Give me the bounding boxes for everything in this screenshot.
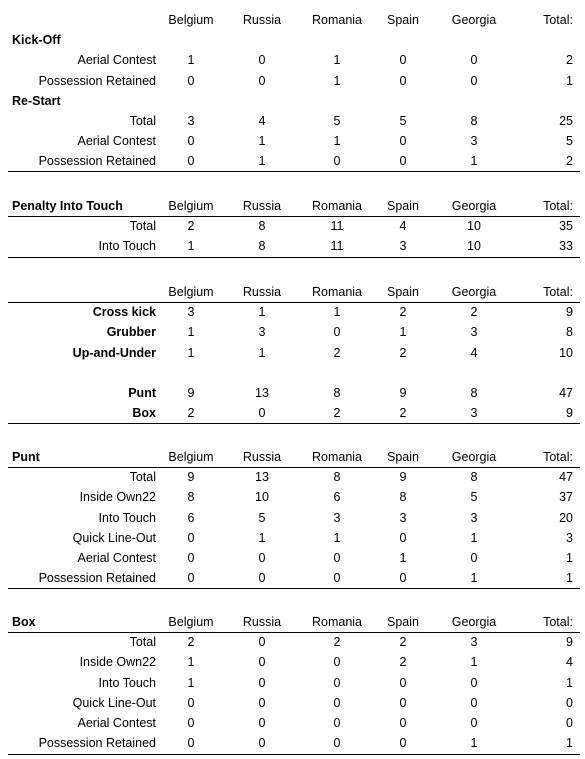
table-cell: 3 [470, 510, 478, 525]
table-cell: 2 [333, 406, 341, 421]
table-cell: 0 [333, 325, 341, 340]
table-cell: 8 [333, 470, 341, 485]
table-cell: 0 [399, 675, 407, 690]
column-header: Belgium [168, 199, 214, 213]
table-row [8, 713, 580, 733]
row-label: Aerial Contest [77, 716, 156, 730]
table-row [8, 216, 580, 236]
table-cell: 25 [559, 114, 573, 128]
table-rule [8, 632, 580, 633]
table-cell: 0 [399, 716, 407, 730]
table-row [8, 673, 580, 693]
table-cell: 11 [330, 239, 344, 254]
column-header: Georgia [451, 13, 497, 27]
column-header: Total: [543, 450, 573, 464]
table-row [8, 50, 580, 70]
table-cell: 5 [258, 510, 266, 525]
table-cell: 8 [470, 114, 478, 128]
table-rule [8, 467, 580, 468]
table-cell: 20 [559, 510, 573, 525]
row-label: Aerial Contest [77, 53, 156, 68]
table-row [8, 548, 580, 568]
table-cell: 9 [187, 386, 195, 400]
column-header: Spain [387, 13, 419, 27]
table-cell: 6 [333, 490, 341, 505]
table-cell: 3 [187, 305, 195, 320]
column-header: Spain [387, 615, 419, 629]
table-cell: 0 [399, 736, 407, 751]
table-rule [8, 171, 580, 172]
table-cell: 33 [559, 239, 573, 254]
table-cell: 1 [187, 53, 195, 68]
table-cell: 0 [399, 53, 407, 68]
table-cell: 0 [187, 530, 195, 545]
table-cell: 9 [187, 470, 195, 485]
column-header: Romania [311, 450, 363, 464]
table-row [8, 487, 580, 507]
column-header: Russia [242, 615, 282, 629]
table-cell: 3 [187, 114, 195, 128]
table-cell: 0 [399, 571, 407, 586]
row-label: Possession Retained [38, 736, 156, 751]
column-header: Spain [387, 285, 419, 299]
table-row [8, 343, 580, 363]
table-rule [8, 216, 580, 217]
table-cell: 0 [333, 655, 341, 670]
table-cell: 1 [333, 530, 341, 545]
table-row [8, 236, 580, 256]
table-cell: 0 [258, 53, 266, 68]
table-cell: 2 [187, 635, 195, 650]
table-row [8, 151, 580, 171]
table-cell: 1 [187, 675, 195, 690]
table-row [8, 693, 580, 713]
table-cell: 0 [470, 73, 478, 88]
table-cell: 13 [255, 470, 269, 485]
table-cell: 1 [566, 736, 573, 751]
section-title: Punt [12, 450, 40, 464]
table-cell: 0 [399, 530, 407, 545]
table-cell: 0 [258, 551, 266, 565]
table-cell: 0 [258, 635, 266, 650]
table-cell: 35 [559, 219, 573, 234]
table-cell: 47 [559, 470, 573, 485]
table-cell: 0 [333, 154, 341, 169]
row-label: Possession Retained [38, 73, 156, 88]
table-cell: 1 [333, 134, 341, 149]
table-cell: 4 [566, 655, 573, 670]
section-title: Penalty Into Touch [12, 199, 123, 213]
table-cell: 3 [333, 510, 341, 525]
table-cell: 1 [258, 154, 266, 169]
table-cell: 0 [258, 736, 266, 751]
table-cell: 1 [399, 325, 407, 340]
row-label: Total [129, 470, 156, 485]
table-cell: 0 [333, 551, 341, 565]
table-cell: 0 [187, 695, 195, 710]
table-rule [8, 257, 580, 258]
table-cell: 4 [470, 345, 478, 360]
column-header: Total: [543, 199, 573, 213]
table-cell: 8 [470, 470, 478, 485]
table-cell: 10 [467, 239, 481, 254]
table-cell: 8 [470, 386, 478, 400]
table-cell: 2 [470, 305, 478, 320]
column-header: Belgium [168, 285, 214, 299]
table-cell: 5 [399, 114, 407, 128]
table-cell: 0 [258, 716, 266, 730]
table-row [8, 302, 580, 322]
column-header: Belgium [168, 13, 214, 27]
column-header: Belgium [168, 450, 214, 464]
table-cell: 1 [470, 655, 478, 670]
row-label: Up-and-Under [72, 345, 156, 360]
table-cell: 0 [333, 716, 341, 730]
table-cell: 0 [566, 716, 573, 730]
row-label: Cross kick [92, 305, 156, 320]
table-cell: 0 [470, 551, 478, 565]
table-cell: 0 [333, 736, 341, 751]
table-rule [8, 588, 580, 589]
table-cell: 8 [258, 219, 266, 234]
table-cell: 47 [559, 386, 573, 400]
column-header: Georgia [451, 285, 497, 299]
column-header: Romania [311, 615, 363, 629]
column-header: Russia [242, 450, 282, 464]
column-header: Romania [311, 199, 363, 213]
table-rule [8, 302, 580, 303]
table-cell: 1 [470, 736, 478, 751]
table-cell: 1 [258, 345, 266, 360]
column-header: Russia [242, 285, 282, 299]
table-cell: 9 [399, 386, 407, 400]
table-cell: 9 [566, 406, 573, 421]
column-header: Total: [543, 13, 573, 27]
row-label: Into Touch [98, 675, 156, 690]
table-cell: 1 [399, 551, 407, 565]
table-row [8, 363, 580, 383]
table-cell: 5 [333, 114, 341, 128]
section-header-row [8, 612, 580, 632]
table-row [8, 528, 580, 548]
section-header-row [8, 447, 580, 467]
table-cell: 1 [258, 134, 266, 149]
table-cell: 13 [255, 386, 269, 400]
table-cell: 3 [399, 239, 407, 254]
table-cell: 0 [470, 695, 478, 710]
column-header: Romania [311, 13, 363, 27]
table-cell: 1 [187, 239, 195, 254]
table-cell: 2 [187, 219, 195, 234]
row-label: Punt [128, 386, 156, 400]
table-cell: 1 [258, 530, 266, 545]
table-cell: 0 [187, 571, 195, 586]
table-cell: 0 [258, 655, 266, 670]
table-cell: 0 [187, 73, 195, 88]
table-cell: 10 [467, 219, 481, 234]
table-cell: 0 [333, 695, 341, 710]
column-header: Russia [242, 199, 282, 213]
table-cell: 2 [399, 406, 407, 421]
table-cell: 1 [333, 73, 341, 88]
table-cell: 0 [187, 551, 195, 565]
table-row [8, 733, 580, 753]
table-rule [8, 754, 580, 755]
table-cell: 2 [566, 53, 573, 68]
row-label: Quick Line-Out [72, 695, 156, 710]
table-cell: 3 [470, 325, 478, 340]
table-cell: 0 [258, 571, 266, 586]
table-row [8, 652, 580, 672]
row-label: Into Touch [98, 239, 156, 254]
group-heading-row [8, 91, 580, 111]
group-heading-row [8, 30, 580, 50]
table-cell: 0 [187, 716, 195, 730]
table-cell: 5 [470, 490, 478, 505]
table-row [8, 111, 580, 131]
table-cell: 2 [399, 635, 407, 650]
table-cell: 3 [399, 510, 407, 525]
row-label: Aerial Contest [77, 551, 156, 565]
table-cell: 0 [187, 736, 195, 751]
row-label: Grubber [106, 325, 156, 340]
table-row [8, 131, 580, 151]
column-header: Spain [387, 450, 419, 464]
table-row [8, 467, 580, 487]
table-cell: 1 [187, 655, 195, 670]
table-cell: 8 [333, 386, 341, 400]
table-cell: 10 [559, 345, 573, 360]
table-cell: 4 [399, 219, 407, 234]
table-cell: 4 [258, 114, 266, 128]
table-cell: 0 [258, 406, 266, 421]
row-label: Into Touch [98, 510, 156, 525]
table-cell: 0 [399, 73, 407, 88]
row-label: Total [129, 219, 156, 234]
table-cell: 6 [187, 510, 195, 525]
table-cell: 2 [187, 406, 195, 421]
table-cell: 0 [333, 675, 341, 690]
row-label: Total [129, 114, 156, 128]
column-header: Georgia [451, 450, 497, 464]
table-cell: 2 [566, 154, 573, 169]
table-cell: 0 [399, 695, 407, 710]
table-cell: 0 [258, 73, 266, 88]
table-cell: 5 [566, 134, 573, 149]
table-cell: 3 [470, 134, 478, 149]
table-row [8, 383, 580, 403]
table-cell: 1 [566, 73, 573, 88]
column-header: Georgia [451, 615, 497, 629]
table-cell: 1 [470, 154, 478, 169]
table-cell: 2 [333, 345, 341, 360]
table-cell: 0 [333, 571, 341, 586]
table-cell: 10 [255, 490, 269, 505]
section-title: Box [12, 615, 36, 629]
table-cell: 1 [258, 305, 266, 320]
table-cell: 0 [258, 675, 266, 690]
column-header: Romania [311, 285, 363, 299]
table-cell: 8 [187, 490, 195, 505]
row-label: Inside Own22 [79, 655, 156, 670]
table-cell: 8 [399, 490, 407, 505]
table-cell: 9 [566, 305, 573, 320]
row-label: Inside Own22 [79, 490, 156, 505]
table-cell: 0 [470, 675, 478, 690]
table-cell: 1 [566, 675, 573, 690]
column-header: Belgium [168, 615, 214, 629]
table-row [8, 632, 580, 652]
table-cell: 1 [470, 571, 478, 586]
table-cell: 8 [566, 325, 573, 340]
column-header: Spain [387, 199, 419, 213]
table-cell: 3 [566, 530, 573, 545]
table-row [8, 403, 580, 423]
table-cell: 0 [187, 154, 195, 169]
table-cell: 1 [470, 530, 478, 545]
row-label: Quick Line-Out [72, 530, 156, 545]
table-row [8, 508, 580, 528]
table-cell: 9 [566, 635, 573, 650]
table-cell: 2 [399, 655, 407, 670]
table-cell: 8 [258, 239, 266, 254]
table-cell: 1 [333, 53, 341, 68]
table-cell: 2 [399, 305, 407, 320]
section-header-row [8, 196, 580, 216]
table-cell: 1 [187, 325, 195, 340]
table-row [8, 71, 580, 91]
table-cell: 1 [187, 345, 195, 360]
table-row [8, 568, 580, 588]
row-label: Kick-Off [12, 33, 61, 48]
table-cell: 3 [470, 406, 478, 421]
table-cell: 0 [470, 53, 478, 68]
table-cell: 0 [399, 134, 407, 149]
table-cell: 1 [333, 305, 341, 320]
table-cell: 37 [559, 490, 573, 505]
row-label: Aerial Contest [77, 134, 156, 149]
table-cell: 0 [258, 695, 266, 710]
table-cell: 2 [333, 635, 341, 650]
row-label: Re-Start [12, 93, 61, 108]
row-label: Possession Retained [38, 571, 156, 586]
column-header: Total: [543, 615, 573, 629]
column-header: Russia [242, 13, 282, 27]
row-label: Box [132, 406, 156, 421]
table-cell: 0 [470, 716, 478, 730]
table-cell: 1 [566, 571, 573, 586]
table-cell: 1 [566, 551, 573, 565]
column-header: Georgia [451, 199, 497, 213]
table-row [8, 322, 580, 342]
table-cell: 9 [399, 470, 407, 485]
column-header: Total: [543, 285, 573, 299]
table-cell: 3 [470, 635, 478, 650]
table-cell: 0 [566, 695, 573, 710]
table-cell: 0 [187, 134, 195, 149]
table-cell: 3 [258, 325, 266, 340]
table-cell: 11 [330, 219, 344, 234]
row-label: Possession Retained [38, 154, 156, 169]
section-header-row [8, 282, 580, 302]
table-cell: 2 [399, 345, 407, 360]
table-cell: 0 [399, 154, 407, 169]
row-label: Total [129, 635, 156, 650]
table-rule [8, 423, 580, 424]
section-header-row [8, 10, 580, 30]
